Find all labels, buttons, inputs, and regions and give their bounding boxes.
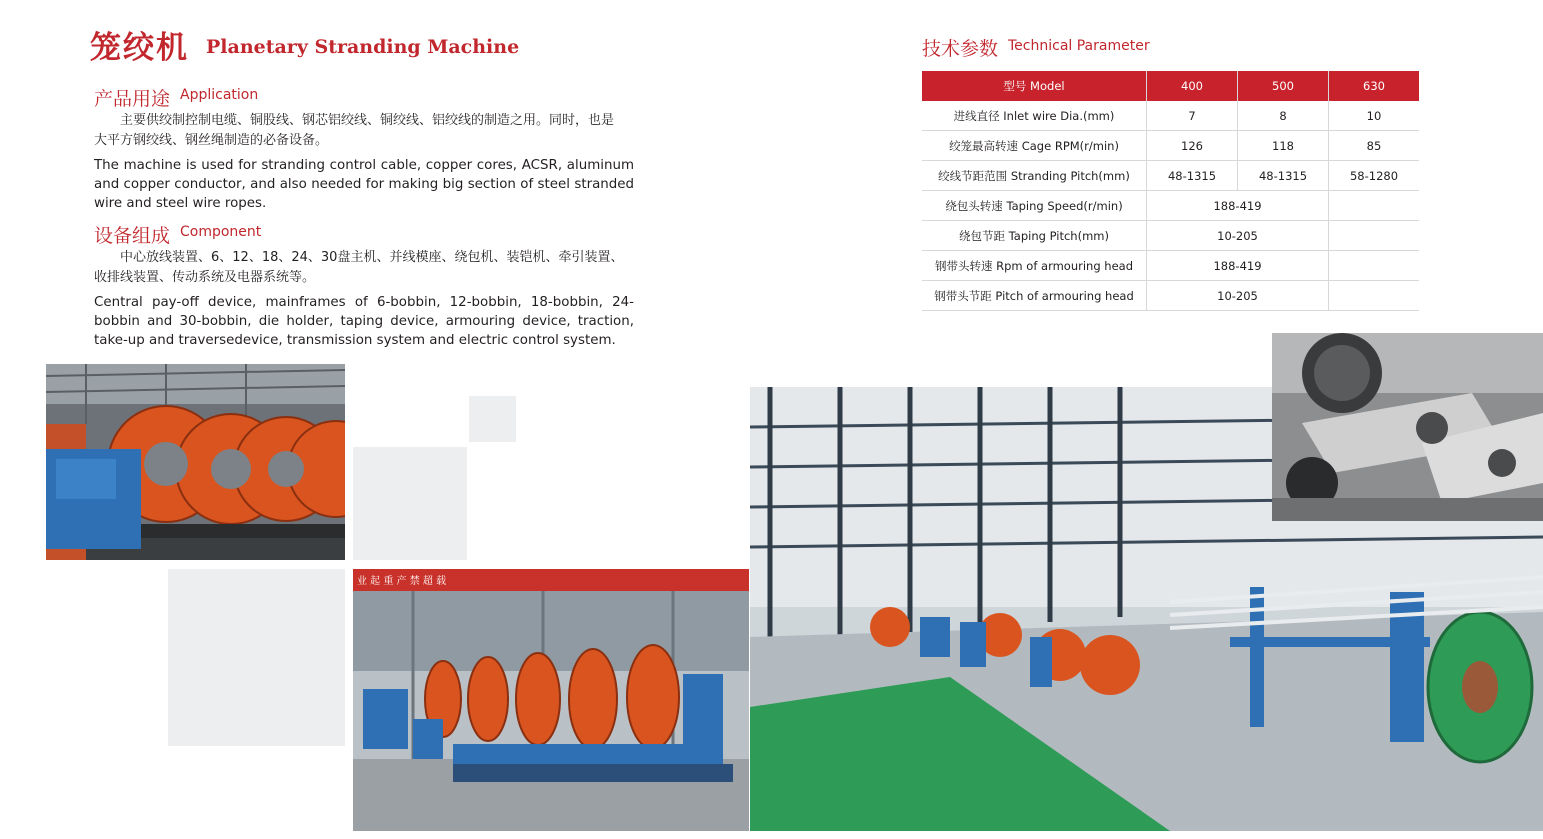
- spec-header-400: 400: [1147, 71, 1238, 101]
- photo-mechanical-detail: [1272, 333, 1543, 521]
- cell-value: 48-1315: [1238, 161, 1329, 191]
- spec-header-630: 630: [1329, 71, 1420, 101]
- application-text-cn-line1: 主要供绞制控制电缆、铜股线、钢芯铝绞线、铜绞线、铝绞线的制造之用。同时，也是: [120, 113, 615, 128]
- photo-machine-closeup: [46, 364, 345, 560]
- spec-header-model: 型号 Model: [922, 71, 1147, 101]
- cell-value: 8: [1238, 101, 1329, 131]
- component-text-cn-line2: 收排线装置、传动系统及电器系统等。: [94, 270, 316, 285]
- application-text-cn: [94, 111, 634, 151]
- row-label: 钢带头转速 Rpm of armouring head: [922, 251, 1147, 281]
- cell-value: 126: [1147, 131, 1238, 161]
- cell-empty: [1329, 191, 1420, 221]
- component-text-en: Central pay-off device, mainframes of 6-bobbin, 12-bobbin, 18-bobbin, 24-bobbin and 30-bobbin, die holder, taping device, armouring device, traction, take-up and traversedevice, transmission system and electric control system.: [94, 295, 634, 348]
- technical-heading-cn: 技术参数: [922, 38, 999, 60]
- application-text-cn-line2: 大平方钢绞线、钢丝绳制造的必备设备。: [94, 133, 329, 148]
- cell-value: 7: [1147, 101, 1238, 131]
- cell-value: 85: [1329, 131, 1420, 161]
- technical-heading-en: Technical Parameter: [1008, 38, 1150, 54]
- cell-empty: [1329, 251, 1420, 281]
- cell-value-merged: 188-419: [1147, 191, 1329, 221]
- photo-machine-line: [353, 569, 749, 831]
- spec-header-row: [922, 71, 1419, 101]
- decor-square-small: [469, 396, 516, 442]
- decor-square-medium: [353, 447, 467, 560]
- decor-square-large: [168, 569, 345, 746]
- page-title-en: Planetary Stranding Machine: [206, 36, 520, 58]
- row-label: 绞笼最高转速 Cage RPM(r/min): [922, 131, 1147, 161]
- application-heading-cn: 产品用途: [94, 88, 171, 110]
- row-label: 绕包节距 Taping Pitch(mm): [922, 221, 1147, 251]
- row-label: 进线直径 Inlet wire Dia.(mm): [922, 101, 1147, 131]
- component-text-cn: [94, 248, 634, 288]
- component-text-cn-line1: 中心放线装置、6、12、18、24、30盘主机、并线模座、绕包机、装铠机、牵引装置、: [120, 250, 624, 265]
- row-label: 钢带头节距 Pitch of armouring head: [922, 281, 1147, 311]
- spec-header-500: 500: [1238, 71, 1329, 101]
- component-heading-en: Component: [180, 224, 262, 240]
- cell-value: 58-1280: [1329, 161, 1420, 191]
- row-label: 绞线节距范围 Stranding Pitch(mm): [922, 161, 1147, 191]
- table-row: [922, 131, 1419, 161]
- table-row: [922, 191, 1419, 221]
- cell-value-merged: 10-205: [1147, 281, 1329, 311]
- page-title-cn: 笼绞机: [90, 30, 189, 66]
- cell-value: 118: [1238, 131, 1329, 161]
- cell-value-merged: 10-205: [1147, 221, 1329, 251]
- spec-table: [922, 71, 1419, 311]
- banner-text: 业 起 重 产 禁 超 载: [357, 576, 447, 587]
- application-text-en: The machine is used for stranding control cable, copper cores, ACSR, aluminum and copper conductor, and also needed for making big section of steel stranded wire and steel wire ropes.: [94, 158, 634, 211]
- table-row: [922, 161, 1419, 191]
- cell-empty: [1329, 281, 1420, 311]
- table-row: [922, 281, 1419, 311]
- cell-value: 48-1315: [1147, 161, 1238, 191]
- cell-value-merged: 188-419: [1147, 251, 1329, 281]
- cell-value: 10: [1329, 101, 1420, 131]
- table-row: [922, 251, 1419, 281]
- application-heading-en: Application: [180, 87, 259, 103]
- component-heading-cn: 设备组成: [94, 225, 171, 247]
- cell-empty: [1329, 221, 1420, 251]
- row-label: 绕包头转速 Taping Speed(r/min): [922, 191, 1147, 221]
- table-row: [922, 221, 1419, 251]
- table-row: [922, 101, 1419, 131]
